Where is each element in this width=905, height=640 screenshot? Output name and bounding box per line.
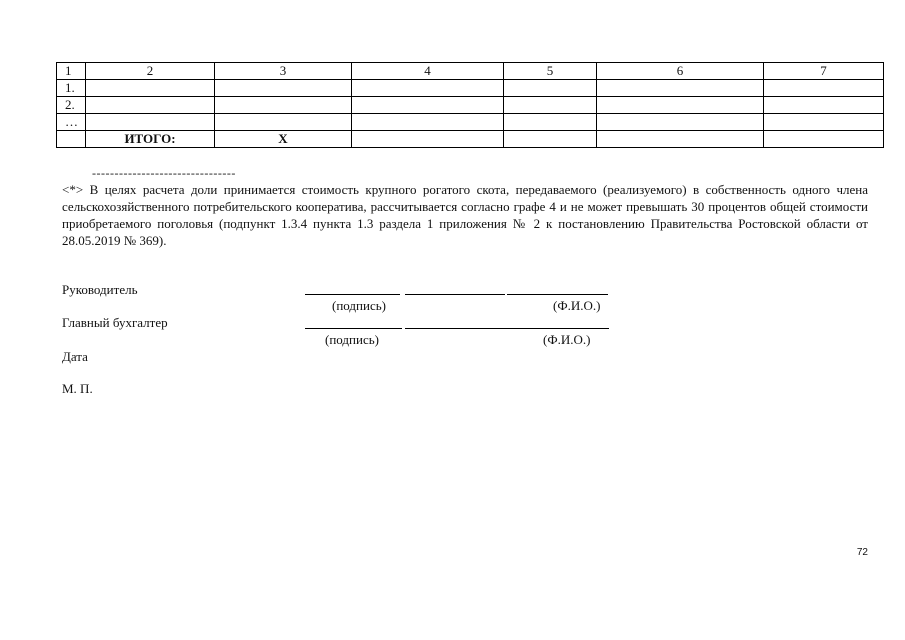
table-cell xyxy=(764,114,884,131)
accountant-name-caption: (Ф.И.О.) xyxy=(543,332,591,347)
table-cell xyxy=(597,114,764,131)
table-cell xyxy=(57,131,86,148)
table-row xyxy=(57,114,884,131)
accountant-sign-caption: (подпись) xyxy=(325,332,379,347)
table-row xyxy=(57,80,884,97)
table-cell xyxy=(86,114,215,131)
table-cell xyxy=(86,97,215,114)
table-cell xyxy=(86,80,215,97)
table-cell xyxy=(764,131,884,148)
header-cell: 7 xyxy=(764,63,884,80)
table-cell xyxy=(215,80,352,97)
accountant-label: Главный бухгалтер xyxy=(62,315,168,330)
head-sign-caption: (подпись) xyxy=(332,298,386,313)
header-cell: 1 xyxy=(57,63,86,80)
table-header-row xyxy=(57,63,884,80)
data-table xyxy=(56,62,884,148)
table-cell xyxy=(504,97,597,114)
head-name-line-ext xyxy=(507,294,608,295)
header-cell: 4 xyxy=(352,63,504,80)
accountant-signature-line xyxy=(305,328,402,329)
table-cell xyxy=(352,97,504,114)
table-cell xyxy=(764,97,884,114)
total-label: ИТОГО: xyxy=(86,131,215,148)
header-cell: 3 xyxy=(215,63,352,80)
table-cell xyxy=(352,114,504,131)
table-cell xyxy=(504,114,597,131)
total-col3: Х xyxy=(215,131,352,148)
header-cell: 6 xyxy=(597,63,764,80)
table-cell xyxy=(597,97,764,114)
table-cell xyxy=(352,80,504,97)
table-total-row xyxy=(57,131,884,148)
date-label: Дата xyxy=(62,349,88,364)
accountant-name-line xyxy=(405,328,609,329)
footnote-text: <*> В целях расчета доли принимается стоимость крупного рогатого скота, передаваемого (реализуемого) в собственность одного члена сельскохозяйственного потребительского кооператива, рассчитывается согласно графе 4 и не может превышать 30 процентов общей стоимости приобретаемого поголовья (подпункт 1.3.4 пункта 1.3 раздела 1 приложения № 2 к постановлению Правительства Ростовской области от 28.05.2019 № 369). xyxy=(62,182,868,248)
table-cell xyxy=(764,80,884,97)
table-cell xyxy=(597,80,764,97)
head-name-line xyxy=(405,294,505,295)
table-cell: 1. xyxy=(57,80,86,97)
table-cell xyxy=(504,80,597,97)
table-cell: … xyxy=(57,114,86,131)
head-label: Руководитель xyxy=(62,282,138,297)
table-cell: 2. xyxy=(57,97,86,114)
table-cell xyxy=(215,97,352,114)
table-cell xyxy=(352,131,504,148)
table-cell xyxy=(215,114,352,131)
head-signature-line xyxy=(305,294,400,295)
page-number: 72 xyxy=(856,547,868,558)
header-cell: 5 xyxy=(504,63,597,80)
stamp-label: М. П. xyxy=(62,381,93,396)
head-name-caption: (Ф.И.О.) xyxy=(553,298,601,313)
table-cell xyxy=(504,131,597,148)
table-row xyxy=(57,97,884,114)
header-cell: 2 xyxy=(86,63,215,80)
table-cell xyxy=(597,131,764,148)
footnote-separator: -------------------------------- xyxy=(92,166,236,180)
